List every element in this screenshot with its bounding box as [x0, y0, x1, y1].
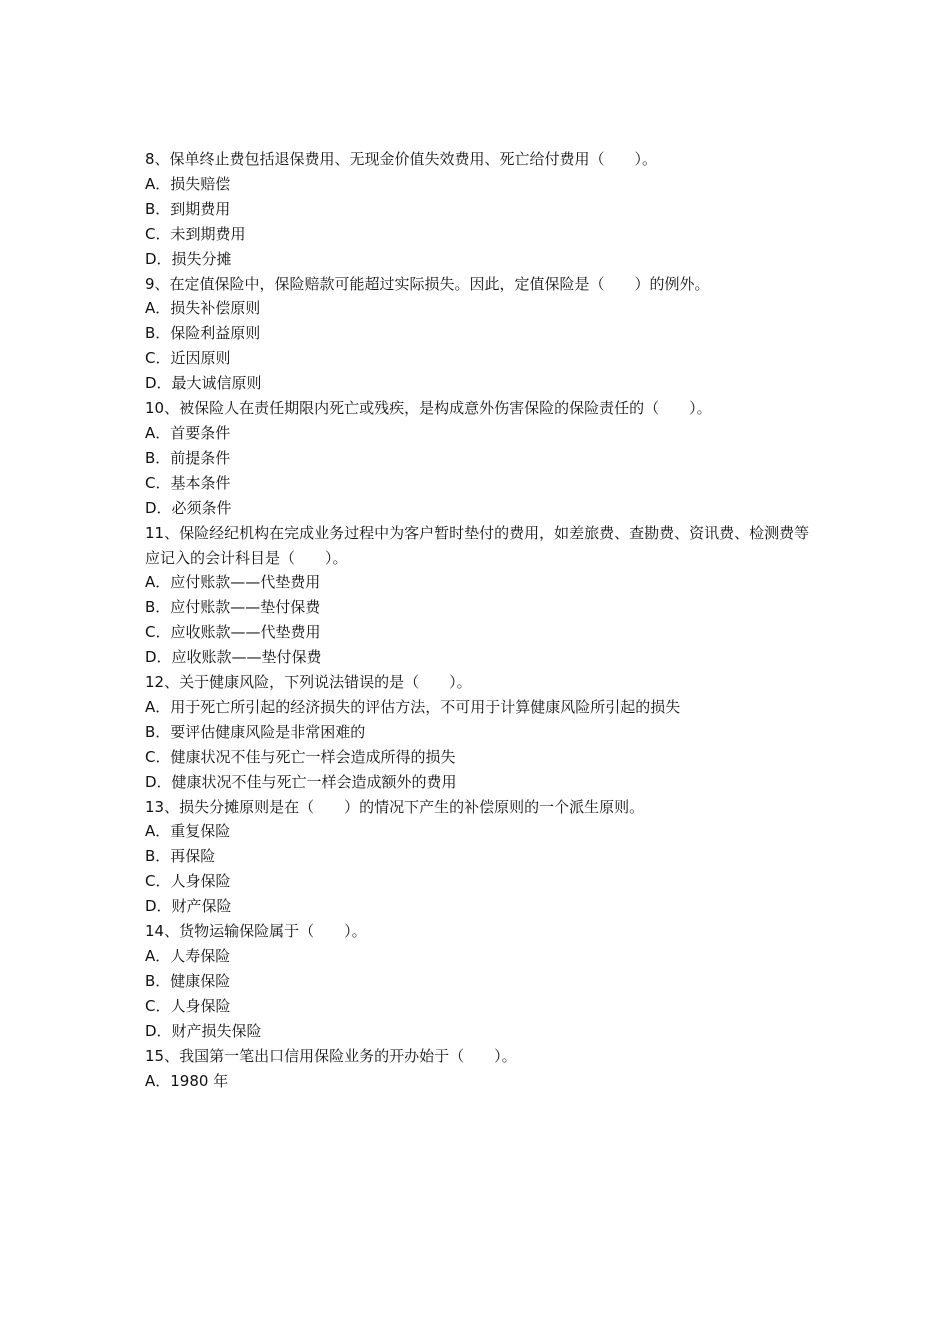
question-14 [145, 919, 815, 1044]
option-c: C．应收账款——代垫费用 [145, 623, 321, 642]
option-a: A．1980 年 [145, 1071, 229, 1090]
option-c: C．健康状况不佳与死亡一样会造成所得的损失 [145, 747, 456, 766]
option-b: B．保险利益原则 [145, 324, 261, 343]
question-text: 9、在定值保险中，保险赔款可能超过实际损失。因此，定值保险是（ ）的例外。 [145, 274, 710, 293]
option-a: A．用于死亡所引起的经济损失的评估方法，不可用于计算健康风险所引起的损失 [145, 697, 681, 716]
question-text: 15、我国第一笔出口信用保险业务的开办始于（ ）。 [145, 1046, 517, 1065]
option-c: C．基本条件 [145, 473, 231, 492]
option-b: B．健康保险 [145, 971, 231, 990]
question-11 [145, 521, 815, 670]
option-c: C．近因原则 [145, 349, 231, 368]
option-a: A．应付账款——代垫费用 [145, 573, 321, 592]
option-d: D．财产损失保险 [145, 1021, 262, 1040]
question-10 [145, 396, 815, 521]
question-text: 8、保单终止费包括退保费用、无现金价值失效费用、死亡给付费用（ ）。 [145, 150, 658, 168]
question-text: 13、损失分摊原则是在（ ）的情况下产生的补偿原则的一个派生原则。 [145, 797, 645, 816]
question-9 [145, 272, 815, 397]
option-d: D．健康状况不佳与死亡一样会造成额外的费用 [145, 772, 457, 791]
option-a: A．损失补偿原则 [145, 299, 261, 318]
option-d: D．损失分摊 [145, 249, 232, 268]
question-12 [145, 670, 815, 795]
option-c: C．人身保险 [145, 996, 231, 1015]
question-text: 11、保险经纪机构在完成业务过程中为客户暂时垫付的费用，如差旅费、查勘费、资讯费、检测费等应记入的会计科目是（ ）。 [145, 523, 810, 567]
option-b: B．应付账款——垫付保费 [145, 598, 321, 617]
option-c: C．人身保险 [145, 872, 231, 891]
option-a: A．人寿保险 [145, 947, 231, 965]
option-d: D．必须条件 [145, 498, 232, 517]
question-15 [145, 1044, 815, 1094]
question-text: 14、货物运输保险属于（ ）。 [145, 922, 367, 941]
question-13 [145, 795, 815, 920]
option-b: B．到期费用 [145, 199, 231, 218]
option-a: A．重复保险 [145, 822, 231, 841]
option-d: D．财产保险 [145, 897, 232, 916]
option-b: B．再保险 [145, 847, 216, 866]
option-c: C．未到期费用 [145, 224, 246, 243]
option-b: B．要评估健康风险是非常困难的 [145, 722, 366, 741]
question-text: 12、关于健康风险，下列说法错误的是（ ）。 [145, 673, 472, 692]
option-b: B．前提条件 [145, 448, 231, 467]
question-list [145, 147, 815, 1093]
question-text: 10、被保险人在责任期限内死亡或残疾，是构成意外伤害保险的保险责任的（ ）。 [145, 399, 712, 418]
option-a: A．损失赔偿 [145, 174, 231, 193]
option-d: D．最大诚信原则 [145, 374, 262, 393]
option-d: D．应收账款——垫付保费 [145, 648, 322, 667]
question-8 [145, 147, 815, 272]
option-a: A．首要条件 [145, 423, 231, 442]
